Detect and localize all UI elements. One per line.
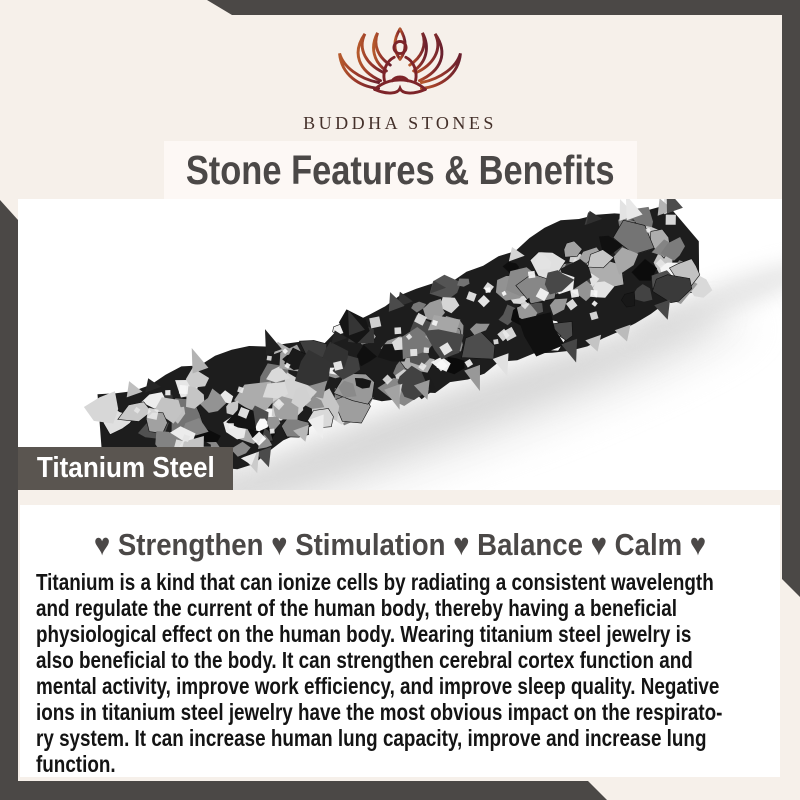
stone-name-text: Titanium Steel [36, 452, 215, 484]
frame-left-bar [0, 200, 18, 800]
benefits-tagline [20, 527, 780, 563]
benefits-text-line: ry system. It can increase human lung capacity, improve and increase lung [36, 725, 707, 751]
stone-name-label [18, 447, 233, 490]
frame-top-bar [207, 0, 800, 15]
benefits-text-line: ions in titanium steel jewelry have the most obvious impact on the respirato- [36, 699, 723, 725]
benefits-tagline-text: ♥ Strengthen ♥ Stimulation ♥ Balance ♥ Calm ♥ [93, 527, 707, 562]
brand-name: BUDDHA STONES [303, 113, 497, 133]
benefits-paragraph [36, 569, 780, 777]
frame-bottom-bar [0, 781, 607, 800]
benefits-text-line: function. [36, 751, 116, 777]
frame-right-bar [782, 0, 800, 597]
buddha-stones-logo [322, 20, 478, 114]
benefits-text-line: and regulate the current of the human body, thereby having a beneficial [36, 595, 678, 621]
benefits-text-line: mental activity, improve work efficiency, and improve sleep quality. Negative [36, 673, 720, 699]
benefits-panel [20, 505, 780, 777]
benefits-text-line: physiological effect on the human body. Wearing titanium steel jewelry is [36, 621, 692, 647]
benefits-text-line: Titanium is a kind that can ionize cells by radiating a consistent wavelength [36, 569, 714, 595]
benefits-text-line: also beneficial to the body. It can strengthen cerebral cortex function and [36, 647, 693, 673]
page-title: Stone Features & Benefits [186, 147, 615, 193]
title-banner [164, 141, 637, 200]
